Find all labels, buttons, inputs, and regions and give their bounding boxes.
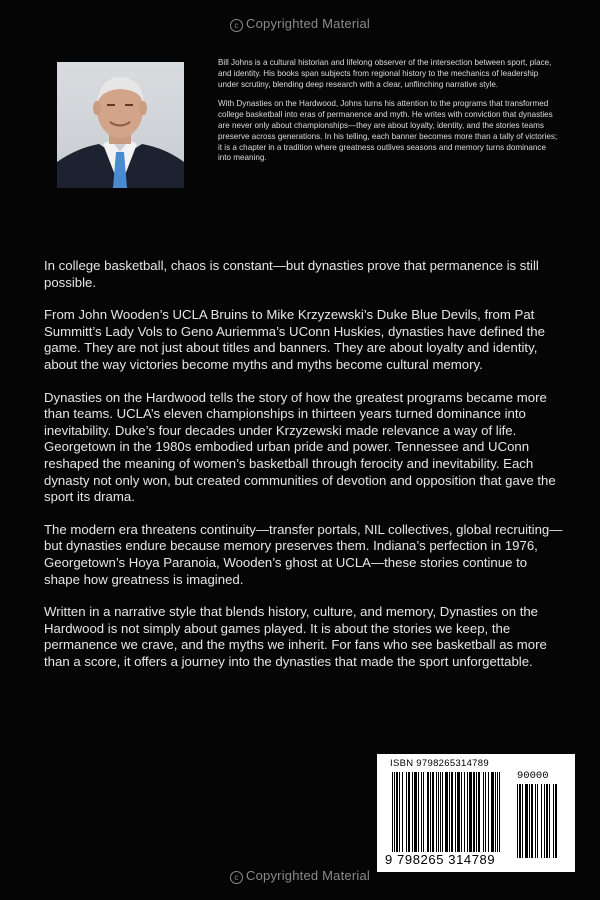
- barcode-bar: [449, 772, 450, 852]
- price-code: 90000: [517, 770, 549, 782]
- description-paragraph: The modern era threatens continuity—transfer portals, NIL collectives, global recruiting—but dynasties endure because memory preserves them. Indiana’s perfection in 1976, Georgetown’s Hoya Paranoia, Wooden’s ghost at UCLA—these stories continue to shape how greatness is imagined.: [44, 521, 563, 587]
- barcode-bar: [483, 772, 484, 852]
- barcode-bar: [529, 784, 530, 858]
- barcode-bar: [519, 784, 521, 858]
- author-bio-paragraph: Bill Johns is a cultural historian and lifelong observer of the intersection between sport, place, and identity. His books span subjects from regional history to the mechanics of leadership under scrutiny, blending deep research with a clear, unflinching narrative style.: [218, 58, 552, 89]
- barcode-bar: [495, 772, 496, 852]
- barcode-bar: [478, 772, 480, 852]
- book-description: [44, 258, 564, 686]
- barcode-bar: [457, 772, 460, 852]
- barcode-bar: [473, 772, 475, 852]
- barcode-bar: [414, 772, 417, 852]
- barcode-bar: [396, 772, 398, 852]
- barcode-bar: [537, 784, 538, 858]
- barcode-bar: [476, 772, 477, 852]
- barcode-bar: [491, 772, 494, 852]
- barcode-bar: [531, 784, 533, 858]
- description-paragraph: Written in a narrative style that blends history, culture, and memory, Dynasties on the Hardwood is not simply about games played. It is about the stories we keep, the permanence we crave, and the myths we inherit. For fans who see basketball as more than a score, it offers a journey into the dynasties that made the sport unforgettable.: [44, 604, 547, 669]
- barcode-bar: [464, 772, 465, 852]
- isbn-digits: 9 798265 314789: [385, 852, 496, 867]
- barcode-bar: [408, 772, 410, 852]
- barcode-bar: [469, 772, 472, 852]
- barcode-bar: [499, 772, 500, 852]
- barcode-bar: [442, 772, 443, 852]
- barcode-bar: [402, 772, 403, 852]
- barcode-bar: [427, 772, 429, 852]
- barcode-bar: [497, 772, 498, 852]
- barcode-bar: [445, 772, 448, 852]
- barcode-bar: [430, 772, 431, 852]
- barcode-bar: [541, 784, 542, 858]
- barcode-bar: [467, 772, 468, 852]
- barcode-bar: [451, 772, 453, 852]
- barcode-bar: [555, 784, 557, 858]
- barcode-bar: [412, 772, 413, 852]
- barcode-bar: [406, 772, 407, 852]
- author-photo: [57, 62, 184, 188]
- barcode-bar: [421, 772, 422, 852]
- barcode-bar: [418, 772, 419, 852]
- barcode-bar: [399, 772, 400, 852]
- barcode-bar: [485, 772, 486, 852]
- barcode-bar: [488, 772, 489, 852]
- isbn-barcode: [377, 754, 575, 872]
- description-paragraph: Dynasties on the Hardwood tells the story of how the greatest programs became more than teams. UCLA’s eleven championships in thirteen years turned dominance into inevitability. Duke’s four decades under Krzyzewski made relevance a way of life. Georgetown in the 1980s embodied urban pride and power. Tennessee and UConn reshaped the meaning of women’s basketball through ferocity and inevitability. Each dynasty not only won, but created communities of devotion and opposition that gave the sport its drama.: [44, 389, 556, 505]
- barcode-bar: [517, 784, 518, 858]
- author-portrait-illustration: [57, 62, 184, 188]
- barcode-bar: [438, 772, 439, 852]
- barcode-bar: [455, 772, 456, 852]
- barcode-bar: [549, 784, 550, 858]
- copyright-watermark-bottom: c Copyrighted Material: [0, 868, 600, 884]
- barcode-bar: [525, 784, 528, 858]
- barcode-bar: [392, 772, 393, 852]
- barcode-bar: [546, 784, 548, 858]
- barcode-bar: [394, 772, 395, 852]
- description-paragraph: In college basketball, chaos is constant—but dynasties prove that permanence is still possible.: [44, 258, 539, 290]
- copyright-icon: c: [230, 19, 243, 32]
- description-paragraph: From John Wooden’s UCLA Bruins to Mike Krzyzewski’s Duke Blue Devils, from Pat Summitt’s Lady Vols to Geno Auriemma’s UConn Huskies, dynasties have defined the game. They are not just about titles and banners. They are about loyalty and identity, about the way victories become myths and myths become cultural memory.: [44, 307, 545, 372]
- barcode-bar: [432, 772, 434, 852]
- copyright-watermark-top: c Copyrighted Material: [0, 16, 600, 32]
- barcode-bar: [461, 772, 462, 852]
- author-bio: [218, 58, 558, 173]
- copyright-icon: c: [230, 871, 243, 884]
- barcode-bar: [553, 784, 554, 858]
- barcode-bar: [522, 784, 523, 858]
- isbn-label: ISBN 9798265314789: [390, 758, 489, 769]
- barcode-bar: [423, 772, 424, 852]
- barcode-bar: [440, 772, 441, 852]
- barcode-bar: [436, 772, 437, 852]
- barcode-bar: [544, 784, 545, 858]
- author-bio-paragraph: With Dynasties on the Hardwood, Johns turns his attention to the programs that transformed college basketball into eras of permanence and myth. He writes with conviction that dynasties are never only about championships—they are about loyalty, identity, and the stories teams preserve across generations. In his telling, each banner becomes more than a tally of victories; it is a chapter in a tradition where greatness outlives seasons and memory turns dominance into meaning.: [218, 99, 558, 163]
- barcode-bar: [535, 784, 536, 858]
